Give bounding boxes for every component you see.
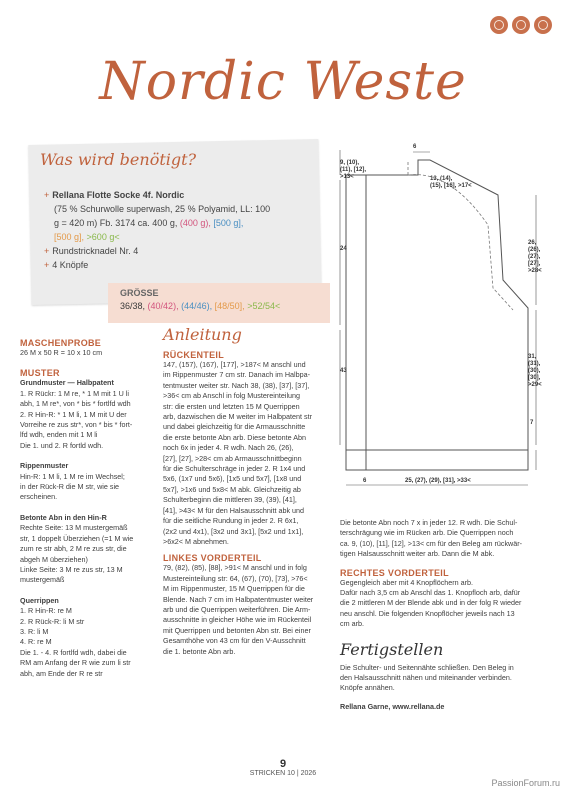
dim-right-side-line: 31,: [528, 354, 537, 360]
rueckenteil-line: 5x7], >1x6 und 5x8< M abk. Gleichzeitig ab: [163, 484, 301, 494]
muster-heading: MUSTER: [20, 368, 60, 379]
fertigstellen-line: den Halsausschnitt nähen und miteinander verbinden.: [340, 673, 512, 683]
material-needle: Rundstricknadel Nr. 4: [52, 246, 139, 256]
linkes-vorderteil-continued: [340, 518, 550, 560]
page-footer: [0, 758, 566, 777]
betonte-abn-line: str, 1 doppelt Überziehen (=1 M wie: [20, 533, 134, 543]
size-label: GRÖSSE: [120, 288, 159, 298]
dim-left-top: [340, 160, 366, 181]
yarn-balls: [490, 16, 552, 34]
rueckenteil-line: die erste betonte Abn arb. Diese betonte Abn: [163, 432, 307, 442]
querrippen-line: 1. R Hin-R: re M: [20, 606, 72, 616]
rechtes-vorderteil-line: die 2 mittleren M der Blende abk und in der folg R wieder: [340, 598, 522, 608]
dim-right-side-line: (30),: [528, 368, 541, 374]
rueckenteil-line: [27], [27], >28< cm ab Armausschnittbeginn: [163, 453, 302, 463]
right-column: [340, 518, 550, 712]
linkes-vorderteil-line: arb und die Querrippen weiterführen. Die Arm-: [163, 604, 311, 614]
betonte-abn-text: [20, 523, 148, 585]
querrippen-line: Die 1. - 4. R fortlfd wdh, dabei die: [20, 647, 127, 657]
linkes-vorderteil-line: Blende. Nach 7 cm im Halbpatentmuster weiter: [163, 594, 314, 604]
dim-left-top-line: (11), [12],: [340, 167, 367, 173]
linkes-vorderteil-line: Gesamthöhe von 43 cm für den V-Ausschnitt: [163, 636, 306, 646]
rippenmuster-text: [20, 472, 148, 503]
linkes-vorderteil-line: ausschnitte in gleicher Höhe wie im Rückenteil: [163, 615, 312, 625]
dim-right-arm-line: (26),: [528, 247, 541, 253]
schematic-diagram: [338, 140, 548, 500]
dim-shoulder: [430, 176, 472, 190]
dim-right-side-line: [30],: [528, 375, 541, 381]
querrippen-line: 2. R Rück-R: li M str: [20, 616, 85, 626]
dim-rib: 7: [530, 420, 534, 426]
rueckenteil-line: für die Schulterschräge in jeder 2. R 1x4 und: [163, 464, 306, 474]
linkes-vorderteil-line: mit Querrippen und betonten Abn str. Bei einer: [163, 625, 311, 635]
dim-shoulder-line: (15), [16], >17<: [430, 183, 472, 189]
grundmuster-text: [20, 389, 148, 451]
rueckenteil-line: im Rippenmuster 7 cm str. Danach im Halbpa-: [163, 370, 310, 380]
yarn-ball-icon: [534, 16, 552, 34]
linkes-cont-line: Die betonte Abn noch 7 x in jeder 12. R wdh. Die Schul-: [340, 518, 518, 527]
rueckenteil-line: noch 6x in jeder 4. R wdh. Nach 26, (26),: [163, 443, 294, 453]
betonte-abn-heading: Betonte Abn in den Hin-R: [20, 512, 107, 522]
grundmuster-line: lfd wdh, enden mit 1 M li: [20, 430, 98, 440]
rueckenteil-line: für die seitliche Rundung in jeder 2. R 6x1,: [163, 516, 299, 526]
grundmuster-line: Die 1. und 2. R fortld wdh.: [20, 440, 104, 450]
fertigstellen-text: [340, 663, 550, 694]
rechtes-vorderteil-line: Dafür nach 3,5 cm ab Anschl das 1. Knopfloch arb, dafür: [340, 588, 521, 598]
grundmuster-line: abh, 1 M re*, von * bis * fortlfd wdh: [20, 399, 131, 409]
pattern-outline: [346, 160, 528, 470]
watermark: PassionForum.ru: [491, 778, 560, 788]
rueckenteil-line: str: die ersten und letzten 15 M Querrippen: [163, 401, 300, 411]
querrippen-text: [20, 606, 148, 679]
rueckenteil-line: >6x2< M abnehmen.: [163, 536, 229, 546]
maschenprobe-heading: MASCHENPROBE: [20, 338, 102, 348]
betonte-abn-line: zum re str abh, 2 M re zus str, die: [20, 544, 127, 554]
materials-heading: Was wird benötigt?: [40, 150, 197, 169]
grundmuster-heading: Grundmuster — Halbpatent: [20, 378, 114, 388]
maschenprobe-text: 26 M x 50 R = 10 x 10 cm: [20, 348, 103, 357]
dim-right-side-line: (31),: [528, 361, 541, 367]
dim-right-side-line: >29<: [528, 382, 542, 388]
linkes-cont-line: terschrägung wie im Rücken arb. Die Querrippen noch: [340, 528, 514, 538]
rueckenteil-line: 147, (157), (167), [177], >187< M anschl und: [163, 360, 306, 369]
fertigstellen-heading: Fertigstellen: [340, 639, 444, 659]
querrippen-heading: Querrippen: [20, 595, 59, 605]
dim-left-low: 43: [340, 368, 347, 374]
linkes-vorderteil-line: 79, (82), (85), [88], >91< M anschl und in folg: [163, 563, 307, 573]
rueckenteil-line: Schulterbeginn die mittleren 39, (39), [41],: [163, 495, 297, 505]
dim-neck: 6: [413, 144, 417, 150]
middle-column: [163, 325, 333, 657]
size-values: 36/38, (40/42), (44/46), [48/50], >52/54<: [120, 301, 281, 311]
dim-left-mid: 24: [340, 246, 347, 252]
querrippen-line: abh, am Ende der R re str: [20, 668, 103, 678]
dim-right-arm-line: (27),: [528, 254, 541, 260]
material-yarn-composition: (75 % Schurwolle superwash, 25 % Polyamid, LL: 100: [54, 204, 271, 214]
betonte-abn-line: mustergemäß: [20, 575, 65, 585]
rechtes-vorderteil-heading: RECHTES VORDERTEIL: [340, 567, 449, 578]
credit-text: Rellana Garne, www.rellana.de: [340, 701, 445, 711]
betonte-abn-line: Linke Seite: 3 M re zus str, 13 M: [20, 564, 123, 574]
materials-list: + Rellana Flotte Socke 4f. Nordic (75 % Schurwolle superwash, 25 % Polyamid, LL: 100 g = 420 m) Fb. 3174 ca. 400 g, (400 g), [500 g], [500 g], >600 g< + Rundstricknadel Nr. 4 + 4 Knöpfe: [44, 188, 314, 272]
left-column: [20, 338, 148, 679]
dim-right-arm-line: 26,: [528, 240, 537, 246]
grundmuster-line: 1. R Rückr: 1 M re, * 1 M mit 1 U li: [20, 388, 130, 398]
dim-left-top-line: >13<: [340, 174, 354, 180]
betonte-abn-line: abgeh M überziehen): [20, 554, 88, 564]
rueckenteil-line: [41], >43< M für den Halsausschnitt abk und: [163, 505, 305, 515]
page-number: 9: [279, 758, 287, 770]
yarn-ball-icon: [512, 16, 530, 34]
dim-bottom-width: 25, (27), (29), [31], >33<: [405, 478, 471, 484]
linkes-cont-line: ca. 9, (10), [11], [12], >13< cm für den Beleg am rückwär-: [340, 538, 523, 548]
rechtes-vorderteil-line: cm arb.: [340, 619, 364, 629]
rippenmuster-line: Hin-R: 1 M li, 1 M re im Wechsel;: [20, 471, 125, 481]
material-yarn-name: Rellana Flotte Socke 4f. Nordic: [52, 190, 185, 200]
linkes-vorderteil-line: M im Rippenmuster, 15 M Querrippen für die: [163, 584, 305, 594]
dim-right-arm-line: >28<: [528, 268, 542, 274]
anleitung-heading: Anleitung: [163, 325, 242, 344]
rueckenteil-line: 5x6, (1x7 und 5x6), [1x5 und 5x7], [1x8 und: [163, 474, 302, 484]
querrippen-line: RM am Anfang der R wie zum li str: [20, 658, 131, 668]
dim-right-side: [528, 354, 542, 389]
querrippen-line: 3. R: li M: [20, 626, 49, 636]
rueckenteil-heading: RÜCKENTEIL: [163, 350, 224, 360]
rueckenteil-line: tentmuster weiter str. Nach 38, (38), [37], [37],: [163, 380, 310, 390]
rippenmuster-heading: Rippenmuster: [20, 461, 69, 471]
linkes-vorderteil-text: [163, 563, 333, 657]
yarn-ball-icon: [490, 16, 508, 34]
magazine-issue: STRICKEN 10 | 2026: [249, 770, 317, 777]
fertigstellen-line: Knöpfe annähen.: [340, 683, 395, 693]
page-title: Nordic Weste: [99, 52, 467, 112]
rueckenteil-line: >36< cm ab Anschl in folg Mustereinteilung: [163, 391, 301, 401]
rippenmuster-line: in der Rück-R die M str, wie sie: [20, 482, 120, 492]
rueckenteil-line: (2x2 und 4x1), [3x2 und 3x1], [5x2 und 1x1],: [163, 526, 304, 536]
rechtes-vorderteil-line: neu anschl. Die folgenden Knopflöcher jeweils nach 13: [340, 608, 515, 618]
linkes-cont-line: tigen Halsausschnitt weiter arb. Dann die M abk.: [340, 549, 495, 559]
rueckenteil-line: und dabei gleichzeitig für die Armausschnitte: [163, 422, 306, 432]
grundmuster-line: Vorreihe re zus str*, von * bis * fort-: [20, 420, 133, 430]
dim-band: 6: [363, 478, 367, 484]
rechtes-vorderteil-line: Gegengleich aber mit 4 Knopflöchern arb.: [340, 577, 474, 587]
rueckenteil-text: [163, 360, 333, 547]
linkes-vorderteil-line: die 1. betonte Abn arb.: [163, 646, 236, 656]
dim-right-arm-line: [27],: [528, 261, 541, 267]
material-buttons: 4 Knöpfe: [52, 260, 89, 270]
grundmuster-line: 2. R Hin-R: * 1 M li, 1 M mit U der: [20, 409, 127, 419]
querrippen-line: 4. R: re M: [20, 637, 52, 647]
linkes-vorderteil-heading: LINKES VORDERTEIL: [163, 553, 262, 564]
rechtes-vorderteil-text: [340, 578, 550, 630]
dim-right-arm: [528, 240, 542, 275]
dim-left-top-line: 9, (10),: [340, 160, 360, 166]
fertigstellen-line: Die Schulter- und Seitennähte schließen. Den Beleg in: [340, 662, 514, 672]
dim-shoulder-line: 13, (14),: [430, 176, 453, 182]
rueckenteil-line: arb, dazwischen die M weiter im Halbpatent str: [163, 412, 313, 422]
rippenmuster-line: erscheinen.: [20, 492, 58, 502]
betonte-abn-line: Rechte Seite: 13 M mustergemäß: [20, 523, 128, 533]
linkes-vorderteil-line: Mustereinteilung str: 64, (67), (70), [73], >76<: [163, 573, 308, 583]
